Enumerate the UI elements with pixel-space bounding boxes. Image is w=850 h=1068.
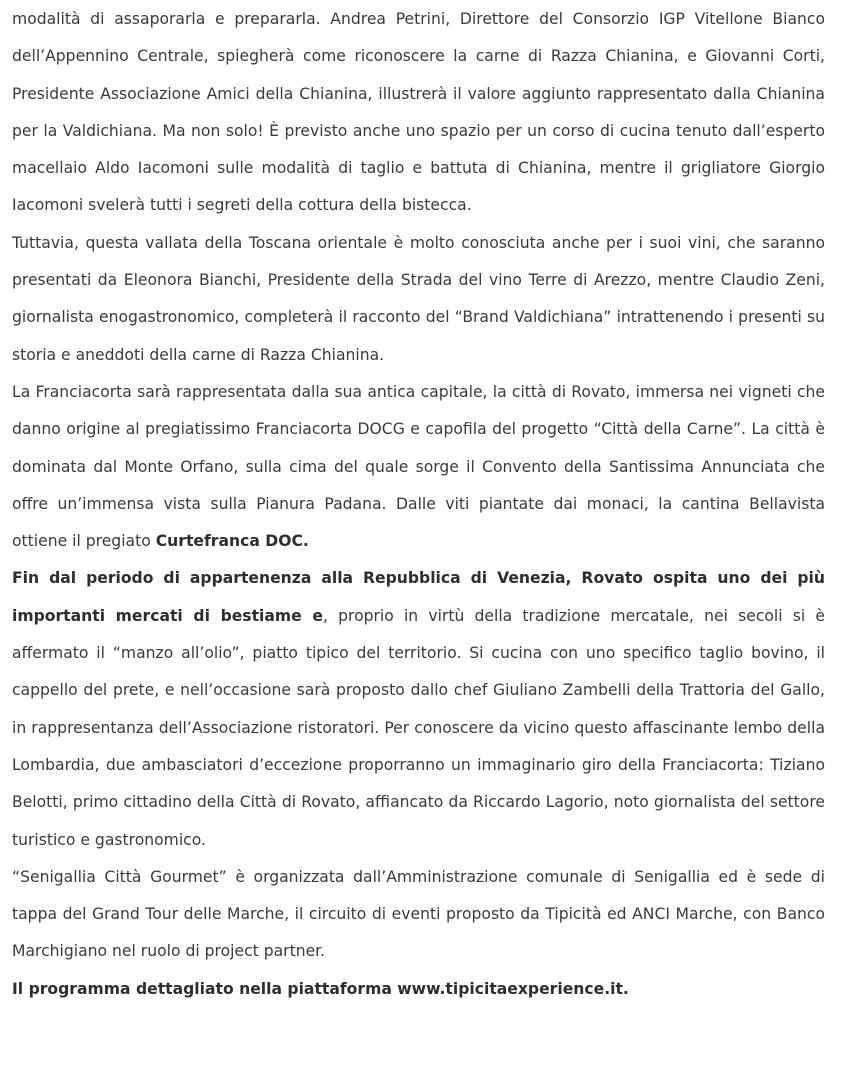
bold-text-curtefranca: Curtefranca DOC. bbox=[155, 532, 309, 551]
paragraph-text: Tuttavia, questa vallata della Toscana orientale è molto conosciuta anche per i suoi vini, che saranno presentati da Eleonora Bianchi, Presidente della Strada del vino Terre di Arezzo, mentre Claudio Zeni, giornalista enogastronomico, completerà il racconto del “Brand Valdichiana” intrattenendo i presenti su storia e aneddoti della carne di Razza Chianina. bbox=[12, 233, 825, 364]
paragraph-senigallia-gourmet bbox=[12, 859, 825, 971]
paragraph-text: , proprio in virtù della tradizione mercatale, nei secoli si è affermato il “manzo all’olio”, piatto tipico del territorio. Si cucina con uno specifico taglio bovino, il cappello del prete, e nell’occasione sarà proposto dallo chef Giuliano Zambelli della Trattoria del Gallo, in rappresentanza dell’Associazione ristoratori. Per conoscere da vicino questo affascinante lembo della Lombardia, due ambasciatori d’eccezione proporranno un immaginario giro della Franciacorta: Tiziano Belotti, primo cittadino della Città di Rovato, affiancato da Riccardo Lagorio, noto giornalista del settore turistico e gastronomico. bbox=[12, 606, 825, 849]
paragraph-rovato-market bbox=[12, 560, 825, 858]
paragraph-text: modalità di assaporarla e prepararla. Andrea Petrini, Direttore del Consorzio IGP Vitellone Bianco dell’Appennino Centrale, spiegherà come riconoscere la carne di Razza Chianina, e Giovanni Corti, Presidente Associazione Amici della Chianina, illustrerà il valore aggiunto rappresentato dalla Chianina per la Valdichiana. Ma non solo! È previsto anche uno spazio per un corso di cucina tenuto dall’esperto macellaio Aldo Iacomoni sulle modalità di taglio e battuta di Chianina, mentre il grigliatore Giorgio Iacomoni svelerà tutti i segreti della cottura della bistecca. bbox=[12, 10, 825, 215]
bold-text-venezia: Fin dal periodo di appartenenza alla Repubblica di Venezia, Rovato ospita uno dei più importanti mercati di bestiame e bbox=[12, 569, 825, 625]
paragraph-text: “Senigallia Città Gourmet” è organizzata dall’Amministrazione comunale di Senigallia ed è sede di tappa del Grand Tour delle Marche, il circuito di eventi proposto da Tipicità ed ANCI Marche, con Banco Marchigiano nel ruolo di project partner. bbox=[12, 867, 825, 961]
paragraph-text: La Franciacorta sarà rappresentata dalla sua antica capitale, la città di Rovato, immersa nei vigneti che danno origine al pregiatissimo Franciacorta DOCG e capofila del progetto “Città della Carne”. La città è dominata dal Monte Orfano, sulla cima del quale sorge il Convento della Santissima Annunciata che offre un’immensa vista sulla Pianura Padana. Dalle viti piantate dai monaci, la cantina Bellavista ottiene il pregiato bbox=[12, 382, 825, 551]
paragraph-franciacorta-rovato bbox=[12, 374, 825, 560]
paragraph-chianina-course bbox=[12, 1, 825, 225]
paragraph-valdichiana-wines bbox=[12, 225, 825, 374]
paragraph-program-link bbox=[12, 971, 825, 1008]
bold-text-program: Il programma dettagliato nella piattaforma www.tipicitaexperience.it. bbox=[12, 979, 629, 998]
article-body bbox=[12, 0, 825, 1008]
